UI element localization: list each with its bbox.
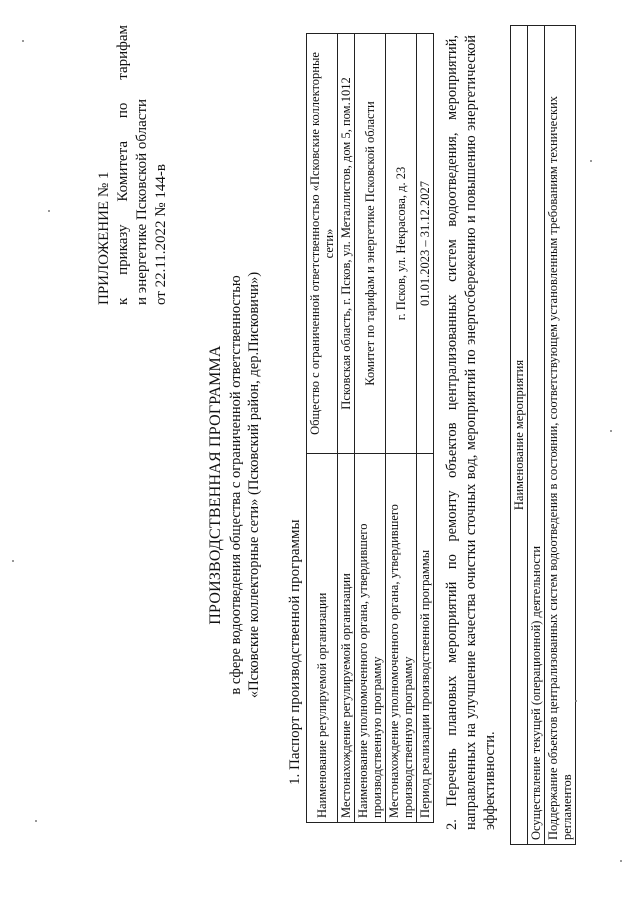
table-row <box>355 34 386 823</box>
table-cell-label: Наименование уполномоченного органа, утвердившего производственную программу <box>355 454 386 823</box>
table-row <box>386 34 417 823</box>
table-cell: Осуществление текущей (операционной) деятельности <box>528 26 545 845</box>
table-cell-value: Псковская область, г. Псков, ул. Металлистов, дом 5, пом.1012 <box>338 34 355 454</box>
table-cell-label: Период реализации производственной программы <box>417 454 434 823</box>
section2-paragraph: 2. Перечень плановых мероприятий по ремонту объектов централизованных систем водоотведения, мероприятий, направленных на улучшение качества очистки сточных вод, мероприятий по энергосбережению и повышению энергетической эффективности. <box>444 35 498 830</box>
scan-speck <box>610 430 612 432</box>
table-header-row <box>511 26 528 845</box>
scan-speck <box>575 700 577 702</box>
appendix-word: тарифам <box>115 25 131 80</box>
appendix-word: приказу <box>115 224 131 275</box>
appendix-order-line <box>114 25 133 305</box>
scan-speck <box>12 560 14 562</box>
table-cell-label: Местонахождение регулируемой организации <box>338 454 355 823</box>
scan-speck <box>590 160 592 162</box>
scan-speck <box>35 820 37 822</box>
title-block <box>205 185 263 785</box>
appendix-word: к <box>115 297 131 305</box>
table-cell-value: г. Псков, ул. Некрасова, д. 23 <box>386 34 417 454</box>
table-row <box>338 34 355 823</box>
appendix-committee: и энергетике Псковской области <box>134 98 150 305</box>
appendix-date: от 22.11.2022 № 144-в <box>153 164 169 305</box>
table-cell-value: Комитет по тарифам и энергетике Псковской области <box>355 34 386 454</box>
appendix-word: по <box>115 102 131 119</box>
appendix-block <box>95 25 171 305</box>
page-subtitle: в сфере водоотведения общества с ограниченной ответственностью <box>228 275 244 695</box>
scan-speck <box>48 210 50 212</box>
scan-speck <box>620 860 622 862</box>
measures-table <box>510 25 576 845</box>
table-cell-label: Наименование регулируемой организации <box>307 454 338 823</box>
table-cell-value: Общество с ограниченной ответственностью «Псковские коллекторные сети» <box>307 34 338 454</box>
table-row <box>417 34 434 823</box>
page-subtitle-org: «Псковские коллекторные сети» (Псковский район, дер.Писковичи») <box>246 271 262 699</box>
table-cell-value: 01.01.2023 – 31.12.2027 <box>417 34 434 454</box>
table-cell-label: Местонахождение уполномоченного органа, утвердившего производственную программу <box>386 454 417 823</box>
table-cell: Поддержание объектов централизованных систем водоотведения в состоянии, соответствующем установленным требованиям технических регламентов <box>545 26 576 845</box>
appendix-title: ПРИЛОЖЕНИЕ № 1 <box>96 171 112 305</box>
table-header-cell: Наименование мероприятия <box>511 26 528 845</box>
table-row <box>528 26 545 845</box>
scan-speck <box>22 40 24 42</box>
section1-heading: 1. Паспорт производственной программы <box>287 519 303 785</box>
table-row <box>545 26 576 845</box>
passport-table <box>306 33 434 823</box>
page-title: ПРОИЗВОДСТВЕННАЯ ПРОГРАММА <box>207 345 224 625</box>
table-row <box>307 34 338 823</box>
appendix-word: Комитета <box>115 141 131 202</box>
